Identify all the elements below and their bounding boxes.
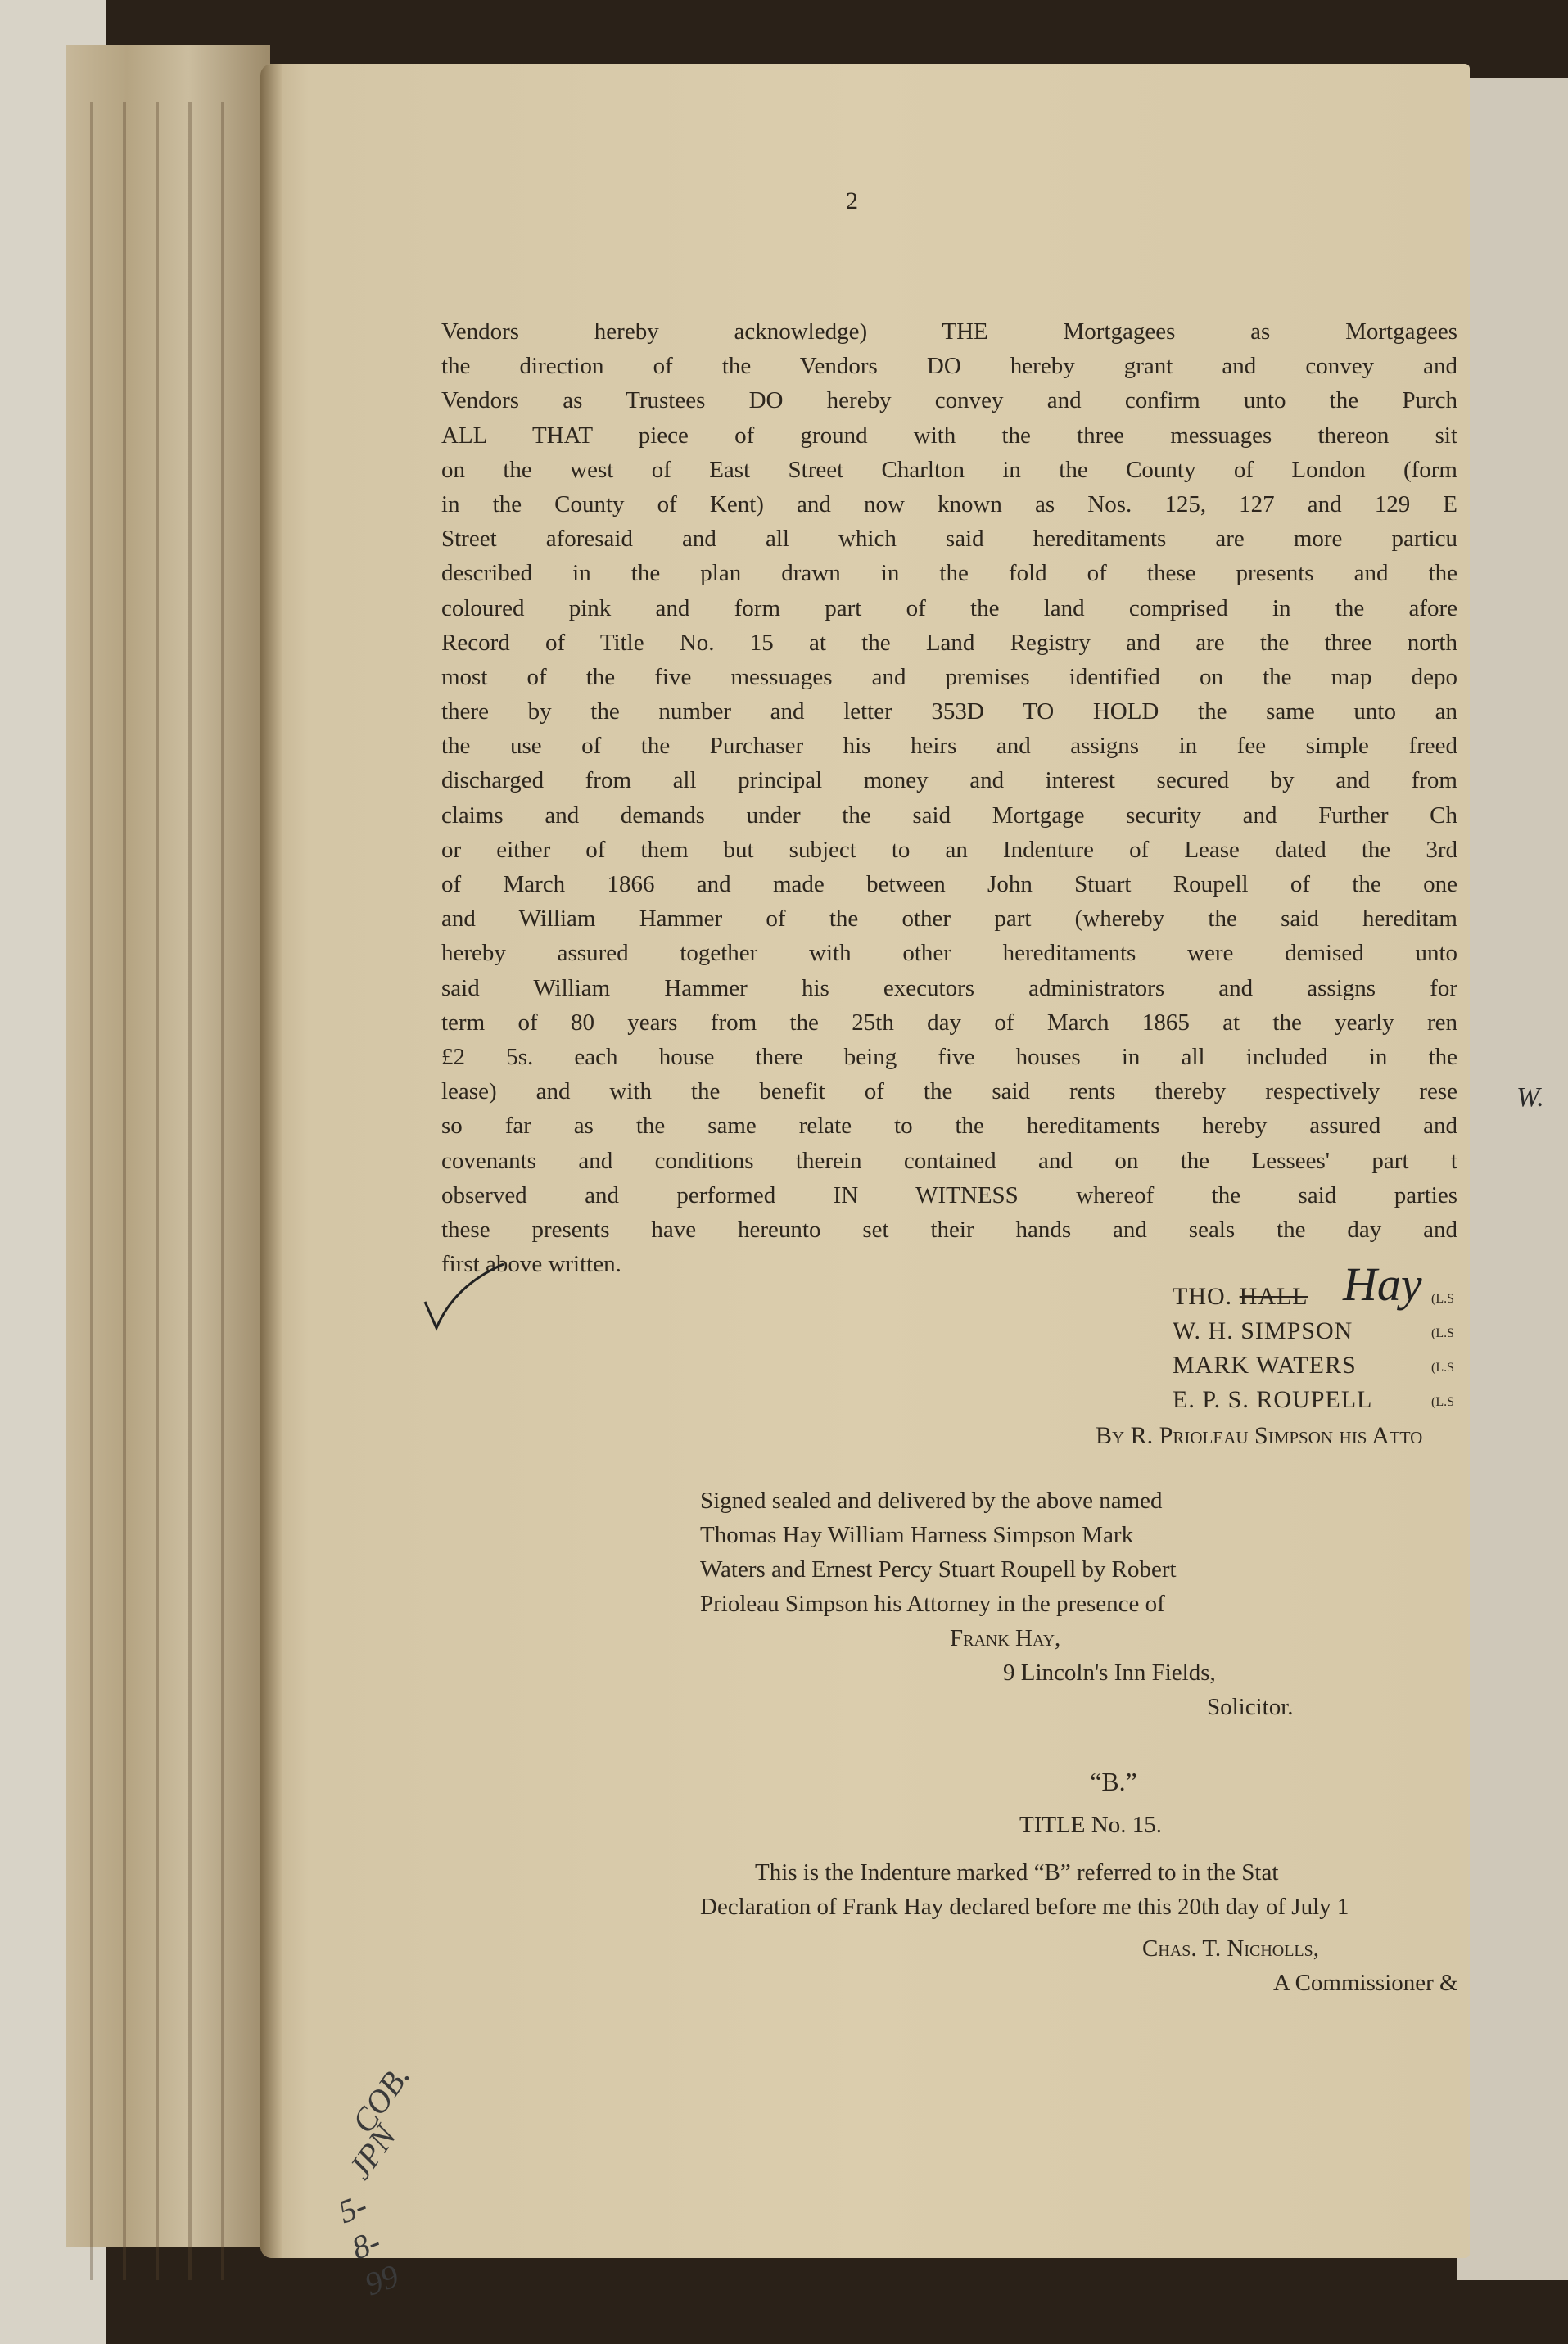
body-line: there by the number and letter 353D TO HOLD the same unto an <box>441 698 1457 725</box>
section-line: Declaration of Frank Hay declared before me this 20th day of July 1 <box>700 1894 1349 1920</box>
right-edge-letter: W. <box>1516 1082 1544 1113</box>
body-line: first above written. <box>441 1251 621 1278</box>
body-line: discharged from all principal money and interest secured by and from <box>441 767 1457 794</box>
page-spine-shadow <box>260 64 282 2258</box>
body-line: coloured pink and form part of the land comprised in the afore <box>441 594 1457 621</box>
body-line: Street aforesaid and all which said hereditaments are more particu <box>441 526 1457 553</box>
commissioner-name: Chas. T. Nicholls, <box>1142 1935 1320 1962</box>
body-line: in the County of Kent) and now known as Nos. 125, 127 and 129 E <box>441 490 1457 517</box>
signature-4: E. P. S. ROUPELL <box>1173 1386 1373 1413</box>
body-line: these presents have hereunto set their hands and seals the day and <box>441 1216 1457 1243</box>
section-line: This is the Indenture marked “B” referred to in the Stat <box>755 1859 1279 1886</box>
witness-role: Solicitor. <box>1207 1694 1294 1720</box>
page-stack-edges <box>66 45 270 2247</box>
signature-3: MARK WATERS <box>1173 1352 1357 1379</box>
body-text <box>441 314 1457 1281</box>
attestation-line: Signed sealed and delivered by the above named <box>700 1488 1163 1514</box>
commissioner-role: A Commissioner & <box>1273 1970 1458 1996</box>
body-line: said William Hammer his executors administrators and assigns for <box>441 974 1457 1001</box>
seal-mark: (L.S <box>1431 1361 1454 1375</box>
signature-2: W. H. SIMPSON <box>1173 1317 1353 1344</box>
body-line: Vendors hereby acknowledge) THE Mortgagees as Mortgagees <box>441 318 1457 345</box>
section-heading: “B.” <box>1090 1767 1137 1796</box>
attorney-line: By R. Prioleau Simpson his Atto <box>1096 1422 1423 1449</box>
body-line: of March 1866 and made between John Stuart Roupell of the one <box>441 871 1457 897</box>
body-line: Record of Title No. 15 at the Land Registry and are the three north <box>441 629 1457 656</box>
body-line: most of the five messuages and premises identified on the map depo <box>441 663 1457 690</box>
attestation-line: Thomas Hay William Harness Simpson Mark <box>700 1522 1134 1548</box>
attestation-line: Prioleau Simpson his Attorney in the presence of <box>700 1591 1165 1617</box>
signature-1 <box>1173 1280 1308 1314</box>
body-line: the use of the Purchaser his heirs and assigns in fee simple freed <box>441 733 1457 760</box>
body-line: the direction of the Vendors DO hereby grant and convey and <box>441 353 1457 380</box>
body-line: hereby assured together with other hereditaments were demised unto <box>441 940 1457 967</box>
body-line: ALL THAT piece of ground with the three messuages thereon sit <box>441 422 1457 449</box>
body-line: so far as the same relate to the hereditaments hereby assured and <box>441 1113 1457 1140</box>
body-line: £2 5s. each house there being five houses in all included in the <box>441 1043 1457 1070</box>
pencil-note-line: 5-8-99 <box>333 2186 404 2303</box>
body-line: covenants and conditions therein contained and on the Lessees' part t <box>441 1147 1457 1174</box>
body-line: Vendors as Trustees DO hereby convey and confirm unto the Purch <box>441 387 1457 414</box>
body-line: and William Hammer of the other part (whereby the said hereditam <box>441 906 1457 933</box>
body-line: or either of them but subject to an Indenture of Lease dated the 3rd <box>441 836 1457 863</box>
body-line: lease) and with the benefit of the said rents thereby respectively rese <box>441 1078 1457 1105</box>
struck-name: HALL <box>1239 1283 1308 1310</box>
page-number: 2 <box>846 187 858 215</box>
body-line: on the west of East Street Charlton in the County of London (form <box>441 456 1457 483</box>
pencil-note-line: JPN <box>341 2118 404 2186</box>
adjacent-page-strip <box>1457 78 1568 2280</box>
seal-mark: (L.S <box>1431 1292 1454 1306</box>
pencil-note-line: COB. <box>344 2057 418 2140</box>
check-mark-icon <box>422 1253 512 1335</box>
handwritten-correction: Hay <box>1343 1258 1422 1311</box>
body-line: claims and demands under the said Mortgage security and Further Ch <box>441 802 1457 829</box>
witness-name: Frank Hay, <box>950 1625 1061 1651</box>
body-line: term of 80 years from the 25th day of March 1865 at the yearly ren <box>441 1009 1457 1036</box>
seal-mark: (L.S <box>1431 1326 1454 1340</box>
signature-prefix: THO. <box>1173 1283 1233 1310</box>
body-line: described in the plan drawn in the fold of these presents and the <box>441 560 1457 587</box>
seal-mark: (L.S <box>1431 1395 1454 1409</box>
body-line: observed and performed IN WITNESS whereof the said parties <box>441 1181 1457 1208</box>
section-title: TITLE No. 15. <box>1019 1812 1162 1838</box>
attestation-line: Waters and Ernest Percy Stuart Roupell by Robert <box>700 1556 1177 1583</box>
witness-address: 9 Lincoln's Inn Fields, <box>1003 1660 1216 1686</box>
